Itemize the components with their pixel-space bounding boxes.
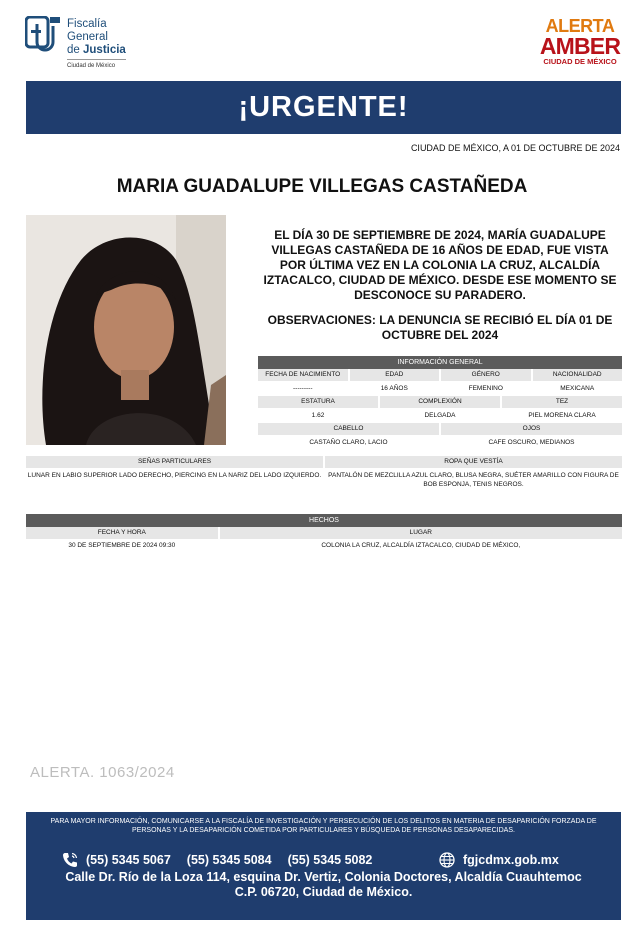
info-row-1-values (258, 381, 622, 396)
info-row-2-labels (258, 396, 622, 408)
value-place: COLONIA LA CRUZ, ALCALDÍA IZTACALCO, CIUDAD DE MÉXICO, (321, 542, 521, 549)
features-values (26, 468, 622, 489)
website (439, 852, 559, 868)
info-row-3-values (258, 435, 622, 450)
person-name: MARIA GUADALUPE VILLEGAS CASTAÑEDA (116, 176, 528, 197)
alert-number: ALERTA. 1063/2024 (30, 764, 175, 781)
value-marks: LUNAR EN LABIO SUPERIOR LADO DERECHO, PIERCING EN LA NARIZ DEL LADO IZQUIERDO. (27, 472, 322, 479)
issue-date: CIUDAD DE MÉXICO, A 01 DE OCTUBRE DE 2024 (410, 143, 620, 153)
urgent-banner (26, 81, 621, 134)
amber-line-2: AMBER (539, 33, 621, 59)
value-datetime: 30 DE SEPTIEMBRE DE 2024 09:30 (68, 542, 176, 549)
portrait-image (26, 215, 226, 445)
info-row-3-labels (258, 423, 622, 435)
phone-number-3[interactable]: (55) 5345 5082 (287, 853, 373, 867)
phone-number-1[interactable]: (55) 5345 5067 (86, 853, 171, 867)
org-line-3 (67, 44, 126, 57)
label-height: ESTATURA (258, 396, 378, 408)
contact-footer (26, 812, 621, 920)
address-line-2: C.P. 06720, Ciudad de México. (234, 885, 413, 899)
org-line-3-bold: Justicia (83, 44, 126, 56)
amber-line-1: ALERTA (545, 16, 615, 36)
header (0, 0, 644, 80)
label-nationality: NACIONALIDAD (533, 369, 623, 381)
address (26, 870, 621, 900)
fgj-wordmark (67, 18, 126, 71)
label-build: COMPLEXIÓN (380, 396, 500, 408)
value-nationality: MEXICANA (560, 385, 595, 392)
facts-labels (26, 527, 622, 539)
website-link[interactable]: fgjcdmx.gob.mx (463, 853, 559, 867)
label-marks: SEÑAS PARTICULARES (26, 456, 323, 468)
amber-line-3: CIUDAD DE MÉXICO (543, 57, 617, 66)
phone-numbers (62, 852, 388, 868)
value-eyes: CAFE OSCURO, MEDIANOS (488, 439, 575, 446)
facts-values (26, 539, 622, 553)
fgj-emblem-icon (25, 16, 63, 66)
person-photo (26, 215, 226, 445)
phone-icon (62, 852, 78, 868)
value-birthdate: --------- (293, 385, 313, 392)
label-birthdate: FECHA DE NACIMIENTO (258, 369, 348, 381)
facts-table (26, 514, 622, 553)
org-city: Ciudad de México (67, 59, 126, 71)
value-build: DELGADA (424, 412, 456, 419)
features-labels (26, 456, 622, 468)
label-gender: GÉNERO (441, 369, 531, 381)
value-clothing: PANTALÓN DE MEZCLILLA AZUL CLARO, BLUSA NEGRA, SUÉTER AMARILLO CON FIGURA DE BOB ESPONJA, TENIS NEGROS. (328, 472, 619, 488)
footer-info-text: PARA MAYOR INFORMACIÓN, COMUNICARSE A LA FISCALÍA DE INVESTIGACIÓN Y PERSECUCIÓN DE LOS DELITOS EN MATERIA DE DESAPARICIÓN FORZADA DE PERSONAS Y LA DESAPARICIÓN COMETIDA POR PARTICULARES Y BÚSQUEDA DE PERSONAS DESAPARECIDAS. (50, 818, 597, 834)
label-age: EDAD (350, 369, 440, 381)
value-hair: CASTAÑO CLARO, LACIO (309, 439, 388, 446)
org-line-3-prefix: de (67, 44, 80, 56)
label-complexion: TEZ (502, 396, 622, 408)
value-age: 16 AÑOS (380, 385, 408, 392)
info-row-1-labels (258, 369, 622, 381)
general-info-title: INFORMACIÓN GENERAL (258, 356, 622, 369)
org-line-2: General (67, 31, 108, 43)
address-line-1: Calle Dr. Río de la Loza 114, esquina Dr. Vertiz, Colonia Doctores, Alcaldía Cuauhtemoc (65, 870, 582, 884)
globe-icon (439, 852, 455, 868)
label-datetime: FECHA Y HORA (26, 527, 218, 539)
facts-title: HECHOS (26, 514, 622, 527)
value-gender: FEMENINO (468, 385, 503, 392)
label-place: LUGAR (220, 527, 622, 539)
general-info-table (258, 356, 622, 450)
org-line-1: Fiscalía (67, 18, 107, 30)
label-eyes: OJOS (441, 423, 622, 435)
observations-text: OBSERVACIONES: LA DENUNCIA SE RECIBIÓ EL DÍA 01 DE OCTUBRE DEL 2024 (267, 313, 613, 342)
label-clothing: ROPA QUE VESTÍA (325, 456, 622, 468)
distinguishing-features-table (26, 456, 622, 489)
alerta-amber-logo (537, 18, 623, 66)
value-complexion: PIEL MORENA CLARA (528, 412, 596, 419)
value-height: 1.62 (311, 412, 325, 419)
narrative-text: EL DÍA 30 DE SEPTIEMBRE DE 2024, MARÍA GUADALUPE VILLEGAS CASTAÑEDA DE 16 AÑOS DE EDAD, FUE VISTA POR ÚLTIMA VEZ EN LA COLONIA LA CRUZ, ALCALDÍA IZTACALCO, CIUDAD DE MÉXICO. DESDE ESE MOMENTO SE DESCONOCE SU PARADERO. (263, 228, 617, 302)
fgj-logo (25, 16, 126, 71)
info-row-2-values (258, 408, 622, 423)
urgent-title: ¡URGENTE! (238, 91, 409, 123)
label-hair: CABELLO (258, 423, 439, 435)
phone-number-2[interactable]: (55) 5345 5084 (186, 853, 272, 867)
